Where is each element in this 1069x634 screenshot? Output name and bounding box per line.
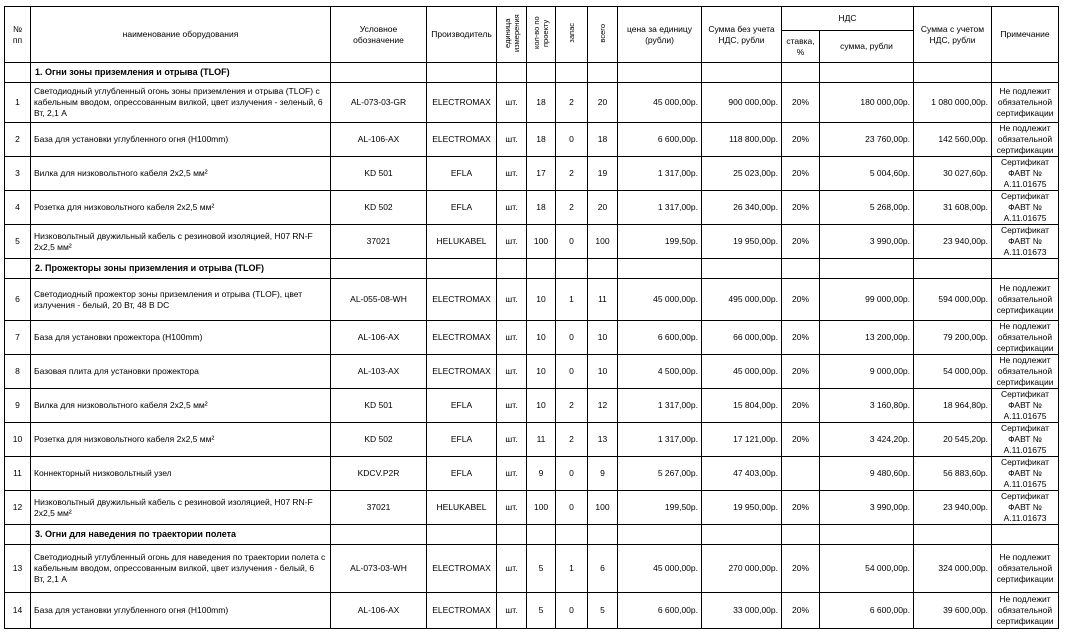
cell-note: Сертификат ФАВТ № А.11.01673 bbox=[992, 491, 1059, 525]
header-total: всего bbox=[588, 7, 618, 63]
cell-num: 9 bbox=[5, 389, 31, 423]
cell-manufacturer: ELECTROMAX bbox=[427, 123, 497, 157]
cell-num: 1 bbox=[5, 83, 31, 123]
cell-reserve: 2 bbox=[556, 157, 588, 191]
section-title: 3. Огни для наведения по траектории полета bbox=[31, 525, 331, 545]
cell-total: 13 bbox=[588, 423, 618, 457]
cell-unit-price: 1 317,00р. bbox=[618, 389, 702, 423]
cell-manufacturer: EFLA bbox=[427, 157, 497, 191]
section-empty-cell bbox=[331, 525, 427, 545]
cell-reserve: 0 bbox=[556, 225, 588, 259]
cell-num: 11 bbox=[5, 457, 31, 491]
cell-note: Не подлежит обязательной сертификации bbox=[992, 593, 1059, 629]
cell-note: Сертификат ФАВТ № А.11.01675 bbox=[992, 157, 1059, 191]
cell-num: 12 bbox=[5, 491, 31, 525]
section-empty-cell bbox=[588, 63, 618, 83]
cell-qty: 9 bbox=[527, 457, 556, 491]
header-row bbox=[5, 7, 1059, 31]
header-vat-sum: сумма, рубли bbox=[820, 31, 914, 63]
cell-note: Сертификат ФАВТ № А.11.01673 bbox=[992, 225, 1059, 259]
cell-name: Базовая плита для установки прожектора bbox=[31, 355, 331, 389]
cell-manufacturer: EFLA bbox=[427, 191, 497, 225]
cell-name: Низковольтный двужильный кабель с резиновой изоляцией, H07 RN-F 2х2,5 мм² bbox=[31, 225, 331, 259]
table-row bbox=[5, 225, 1059, 259]
cell-unit-price: 1 317,00р. bbox=[618, 157, 702, 191]
cell-reserve: 0 bbox=[556, 123, 588, 157]
table-row bbox=[5, 355, 1059, 389]
cell-total: 18 bbox=[588, 123, 618, 157]
cell-note: Не подлежит обязательной сертификации bbox=[992, 83, 1059, 123]
section-empty-cell bbox=[992, 63, 1059, 83]
section-empty-cell bbox=[618, 525, 702, 545]
table-body bbox=[5, 63, 1059, 629]
cell-vat-sum: 9 480,60р. bbox=[820, 457, 914, 491]
cell-manufacturer: ELECTROMAX bbox=[427, 321, 497, 355]
table-row bbox=[5, 545, 1059, 593]
cell-reserve: 2 bbox=[556, 389, 588, 423]
cell-name: Вилка для низковольтного кабеля 2х2,5 мм² bbox=[31, 157, 331, 191]
section-empty-cell bbox=[702, 63, 782, 83]
table-row bbox=[5, 83, 1059, 123]
cell-unit: шт. bbox=[497, 83, 527, 123]
cell-sum-with-vat: 39 600,00р. bbox=[914, 593, 992, 629]
cell-total: 100 bbox=[588, 225, 618, 259]
cell-num: 2 bbox=[5, 123, 31, 157]
cell-sum: 47 403,00р. bbox=[702, 457, 782, 491]
cell-qty: 11 bbox=[527, 423, 556, 457]
section-empty-cell bbox=[588, 525, 618, 545]
cell-reserve: 2 bbox=[556, 191, 588, 225]
cell-vat-sum: 5 004,60р. bbox=[820, 157, 914, 191]
cell-vat-sum: 3 160,80р. bbox=[820, 389, 914, 423]
cell-note: Не подлежит обязательной сертификации bbox=[992, 279, 1059, 321]
section-empty-cell bbox=[618, 259, 702, 279]
cell-reserve: 0 bbox=[556, 457, 588, 491]
cell-vat-rate: 20% bbox=[782, 593, 820, 629]
cell-total: 10 bbox=[588, 355, 618, 389]
cell-sum: 900 000,00р. bbox=[702, 83, 782, 123]
section-row bbox=[5, 63, 1059, 83]
section-empty-cell bbox=[914, 259, 992, 279]
cell-unit-price: 6 600,00р. bbox=[618, 593, 702, 629]
cell-designation: 37021 bbox=[331, 225, 427, 259]
section-empty-cell bbox=[331, 259, 427, 279]
cell-qty: 10 bbox=[527, 355, 556, 389]
cell-num: 4 bbox=[5, 191, 31, 225]
cell-total: 20 bbox=[588, 191, 618, 225]
cell-sum-with-vat: 18 964,80р. bbox=[914, 389, 992, 423]
cell-designation: AL-103-AX bbox=[331, 355, 427, 389]
cell-manufacturer: EFLA bbox=[427, 389, 497, 423]
section-empty-cell bbox=[618, 63, 702, 83]
cell-vat-sum: 3 990,00р. bbox=[820, 491, 914, 525]
cell-qty: 18 bbox=[527, 191, 556, 225]
cell-reserve: 0 bbox=[556, 355, 588, 389]
cell-manufacturer: EFLA bbox=[427, 423, 497, 457]
cell-num: 3 bbox=[5, 157, 31, 191]
cell-unit-price: 1 317,00р. bbox=[618, 423, 702, 457]
header-reserve: запас bbox=[556, 7, 588, 63]
cell-manufacturer: EFLA bbox=[427, 457, 497, 491]
equipment-spec-table bbox=[4, 6, 1059, 629]
cell-designation: KD 502 bbox=[331, 191, 427, 225]
cell-name: Коннекторный низковольтный узел bbox=[31, 457, 331, 491]
cell-unit: шт. bbox=[497, 491, 527, 525]
cell-unit: шт. bbox=[497, 123, 527, 157]
cell-unit-price: 45 000,00р. bbox=[618, 83, 702, 123]
section-empty-cell bbox=[992, 525, 1059, 545]
cell-manufacturer: ELECTROMAX bbox=[427, 355, 497, 389]
table-row bbox=[5, 423, 1059, 457]
section-num-cell bbox=[5, 525, 31, 545]
cell-sum-with-vat: 30 027,60р. bbox=[914, 157, 992, 191]
table-row bbox=[5, 157, 1059, 191]
section-empty-cell bbox=[527, 259, 556, 279]
section-empty-cell bbox=[497, 63, 527, 83]
cell-total: 11 bbox=[588, 279, 618, 321]
cell-sum-with-vat: 56 883,60р. bbox=[914, 457, 992, 491]
section-empty-cell bbox=[556, 525, 588, 545]
section-empty-cell bbox=[914, 63, 992, 83]
cell-designation: AL-055-08-WH bbox=[331, 279, 427, 321]
cell-unit: шт. bbox=[497, 279, 527, 321]
cell-reserve: 1 bbox=[556, 279, 588, 321]
section-num-cell bbox=[5, 63, 31, 83]
cell-qty: 18 bbox=[527, 123, 556, 157]
cell-num: 13 bbox=[5, 545, 31, 593]
cell-vat-rate: 20% bbox=[782, 355, 820, 389]
cell-name: Розетка для низковольтного кабеля 2х2,5 мм² bbox=[31, 423, 331, 457]
cell-name: База для установки прожектора (H100mm) bbox=[31, 321, 331, 355]
cell-sum: 66 000,00р. bbox=[702, 321, 782, 355]
table-row bbox=[5, 491, 1059, 525]
section-empty-cell bbox=[914, 525, 992, 545]
cell-sum-with-vat: 142 560,00р. bbox=[914, 123, 992, 157]
cell-sum: 45 000,00р. bbox=[702, 355, 782, 389]
cell-vat-rate: 20% bbox=[782, 423, 820, 457]
cell-sum: 17 121,00р. bbox=[702, 423, 782, 457]
cell-num: 10 bbox=[5, 423, 31, 457]
cell-designation: KD 501 bbox=[331, 157, 427, 191]
cell-total: 9 bbox=[588, 457, 618, 491]
cell-manufacturer: ELECTROMAX bbox=[427, 279, 497, 321]
cell-qty: 100 bbox=[527, 225, 556, 259]
header-vat-rate: ставка, % bbox=[782, 31, 820, 63]
cell-vat-sum: 3 424,20р. bbox=[820, 423, 914, 457]
cell-designation: AL-106-AX bbox=[331, 321, 427, 355]
header-qty-project: кол-во по проекту bbox=[527, 7, 556, 63]
cell-manufacturer: ELECTROMAX bbox=[427, 83, 497, 123]
cell-reserve: 2 bbox=[556, 423, 588, 457]
section-row bbox=[5, 525, 1059, 545]
cell-vat-rate: 20% bbox=[782, 389, 820, 423]
cell-unit-price: 199,50р. bbox=[618, 225, 702, 259]
cell-unit: шт. bbox=[497, 457, 527, 491]
cell-sum-with-vat: 23 940,00р. bbox=[914, 491, 992, 525]
cell-vat-rate: 20% bbox=[782, 83, 820, 123]
cell-reserve: 0 bbox=[556, 593, 588, 629]
section-empty-cell bbox=[992, 259, 1059, 279]
section-empty-cell bbox=[702, 525, 782, 545]
section-empty-cell bbox=[427, 525, 497, 545]
cell-total: 12 bbox=[588, 389, 618, 423]
header-designation: Условное обозначение bbox=[331, 7, 427, 63]
section-empty-cell bbox=[782, 259, 820, 279]
section-empty-cell bbox=[527, 63, 556, 83]
cell-designation: KD 502 bbox=[331, 423, 427, 457]
cell-designation: AL-106-AX bbox=[331, 123, 427, 157]
section-empty-cell bbox=[588, 259, 618, 279]
cell-name: Низковольтный двужильный кабель с резиновой изоляцией, H07 RN-F 2х2,5 мм² bbox=[31, 491, 331, 525]
cell-unit-price: 45 000,00р. bbox=[618, 279, 702, 321]
table-row bbox=[5, 593, 1059, 629]
section-title: 2. Прожекторы зоны приземления и отрыва (TLOF) bbox=[31, 259, 331, 279]
section-empty-cell bbox=[497, 259, 527, 279]
cell-note: Не подлежит обязательной сертификации bbox=[992, 321, 1059, 355]
cell-sum: 495 000,00р. bbox=[702, 279, 782, 321]
table-row bbox=[5, 191, 1059, 225]
cell-sum-with-vat: 1 080 000,00р. bbox=[914, 83, 992, 123]
cell-vat-rate: 20% bbox=[782, 321, 820, 355]
cell-unit-price: 5 267,00р. bbox=[618, 457, 702, 491]
cell-reserve: 2 bbox=[556, 83, 588, 123]
cell-sum-with-vat: 23 940,00р. bbox=[914, 225, 992, 259]
section-empty-cell bbox=[782, 525, 820, 545]
section-num-cell bbox=[5, 259, 31, 279]
section-empty-cell bbox=[331, 63, 427, 83]
cell-vat-sum: 6 600,00р. bbox=[820, 593, 914, 629]
header-sum-no-vat: Сумма без учета НДС, рубли bbox=[702, 7, 782, 63]
cell-total: 20 bbox=[588, 83, 618, 123]
cell-num: 8 bbox=[5, 355, 31, 389]
table-row bbox=[5, 457, 1059, 491]
cell-designation: KDCV.P2R bbox=[331, 457, 427, 491]
cell-vat-rate: 20% bbox=[782, 545, 820, 593]
table-row bbox=[5, 279, 1059, 321]
header-vat: НДС bbox=[782, 7, 914, 31]
cell-unit: шт. bbox=[497, 157, 527, 191]
cell-vat-sum: 13 200,00р. bbox=[820, 321, 914, 355]
section-empty-cell bbox=[497, 525, 527, 545]
cell-total: 19 bbox=[588, 157, 618, 191]
cell-name: Светодиодный углубленный огонь зоны приземления и отрыва (TLOF) с кабельным вводом, опрессованным вилкой, цвет излучения - зеленый, 6 Вт, 2,1 А bbox=[31, 83, 331, 123]
cell-name: Светодиодный углубленный огонь для наведения по траектории полета с кабельным вводом, опрессованным вилкой, цвет излучения - белый, 6 Вт, 2,1 А bbox=[31, 545, 331, 593]
cell-note: Сертификат ФАВТ № А.11.01675 bbox=[992, 423, 1059, 457]
cell-unit-price: 45 000,00р. bbox=[618, 545, 702, 593]
cell-name: Розетка для низковольтного кабеля 2х2,5 мм² bbox=[31, 191, 331, 225]
cell-designation: 37021 bbox=[331, 491, 427, 525]
cell-qty: 5 bbox=[527, 545, 556, 593]
cell-sum-with-vat: 54 000,00р. bbox=[914, 355, 992, 389]
cell-sum-with-vat: 324 000,00р. bbox=[914, 545, 992, 593]
header-manufacturer: Производитель bbox=[427, 7, 497, 63]
table-row bbox=[5, 123, 1059, 157]
cell-note: Не подлежит обязательной сертификации bbox=[992, 355, 1059, 389]
section-row bbox=[5, 259, 1059, 279]
cell-unit: шт. bbox=[497, 423, 527, 457]
cell-name: База для установки углубленного огня (H100mm) bbox=[31, 593, 331, 629]
cell-total: 100 bbox=[588, 491, 618, 525]
cell-total: 10 bbox=[588, 321, 618, 355]
cell-note: Сертификат ФАВТ № А.11.01675 bbox=[992, 389, 1059, 423]
cell-qty: 17 bbox=[527, 157, 556, 191]
cell-unit: шт. bbox=[497, 593, 527, 629]
cell-num: 6 bbox=[5, 279, 31, 321]
cell-manufacturer: HELUKABEL bbox=[427, 491, 497, 525]
cell-unit: шт. bbox=[497, 355, 527, 389]
cell-designation: AL-106-AX bbox=[331, 593, 427, 629]
section-empty-cell bbox=[782, 63, 820, 83]
cell-sum-with-vat: 594 000,00р. bbox=[914, 279, 992, 321]
header-note: Примечание bbox=[992, 7, 1059, 63]
section-empty-cell bbox=[702, 259, 782, 279]
cell-vat-sum: 23 760,00р. bbox=[820, 123, 914, 157]
cell-vat-sum: 99 000,00р. bbox=[820, 279, 914, 321]
section-empty-cell bbox=[527, 525, 556, 545]
cell-note: Не подлежит обязательной сертификации bbox=[992, 123, 1059, 157]
cell-unit: шт. bbox=[497, 389, 527, 423]
cell-designation: KD 501 bbox=[331, 389, 427, 423]
cell-unit-price: 4 500,00р. bbox=[618, 355, 702, 389]
section-empty-cell bbox=[556, 63, 588, 83]
cell-sum-with-vat: 31 608,00р. bbox=[914, 191, 992, 225]
cell-manufacturer: ELECTROMAX bbox=[427, 545, 497, 593]
cell-vat-rate: 20% bbox=[782, 491, 820, 525]
cell-note: Не подлежит обязательной сертификации bbox=[992, 545, 1059, 593]
cell-manufacturer: HELUKABEL bbox=[427, 225, 497, 259]
cell-qty: 100 bbox=[527, 491, 556, 525]
cell-qty: 10 bbox=[527, 321, 556, 355]
cell-num: 5 bbox=[5, 225, 31, 259]
cell-vat-rate: 20% bbox=[782, 225, 820, 259]
cell-manufacturer: ELECTROMAX bbox=[427, 593, 497, 629]
cell-name: Вилка для низковольтного кабеля 2х2,5 мм² bbox=[31, 389, 331, 423]
header-name: наименование оборудования bbox=[31, 7, 331, 63]
cell-vat-rate bbox=[782, 457, 820, 491]
cell-unit: шт. bbox=[497, 191, 527, 225]
cell-vat-sum: 180 000,00р. bbox=[820, 83, 914, 123]
section-empty-cell bbox=[556, 259, 588, 279]
cell-sum: 33 000,00р. bbox=[702, 593, 782, 629]
cell-sum: 19 950,00р. bbox=[702, 491, 782, 525]
cell-vat-rate: 20% bbox=[782, 157, 820, 191]
cell-sum-with-vat: 20 545,20р. bbox=[914, 423, 992, 457]
cell-qty: 10 bbox=[527, 389, 556, 423]
cell-vat-sum: 54 000,00р. bbox=[820, 545, 914, 593]
cell-total: 5 bbox=[588, 593, 618, 629]
cell-reserve: 0 bbox=[556, 321, 588, 355]
table-row bbox=[5, 321, 1059, 355]
cell-sum: 270 000,00р. bbox=[702, 545, 782, 593]
section-empty-cell bbox=[820, 259, 914, 279]
cell-unit: шт. bbox=[497, 321, 527, 355]
cell-vat-rate: 20% bbox=[782, 123, 820, 157]
cell-sum-with-vat: 79 200,00р. bbox=[914, 321, 992, 355]
cell-name: Светодиодный прожектор зоны приземления и отрыва (TLOF), цвет излучения - белый, 20 Вт, 48 В DC bbox=[31, 279, 331, 321]
cell-note: Сертификат ФАВТ № А.11.01675 bbox=[992, 191, 1059, 225]
cell-unit: шт. bbox=[497, 225, 527, 259]
header-num: № пп bbox=[5, 7, 31, 63]
cell-qty: 18 bbox=[527, 83, 556, 123]
cell-sum: 15 804,00р. bbox=[702, 389, 782, 423]
cell-sum: 19 950,00р. bbox=[702, 225, 782, 259]
cell-name: База для установки углубленного огня (H100mm) bbox=[31, 123, 331, 157]
cell-num: 7 bbox=[5, 321, 31, 355]
cell-reserve: 1 bbox=[556, 545, 588, 593]
cell-designation: AL-073-03-WH bbox=[331, 545, 427, 593]
section-empty-cell bbox=[820, 63, 914, 83]
cell-unit: шт. bbox=[497, 545, 527, 593]
section-title: 1. Огни зоны приземления и отрыва (TLOF) bbox=[31, 63, 331, 83]
header-unit-price: цена за единицу (рубли) bbox=[618, 7, 702, 63]
cell-unit-price: 6 600,00р. bbox=[618, 123, 702, 157]
cell-qty: 5 bbox=[527, 593, 556, 629]
section-empty-cell bbox=[427, 63, 497, 83]
cell-reserve: 0 bbox=[556, 491, 588, 525]
cell-vat-sum: 9 000,00р. bbox=[820, 355, 914, 389]
header-sum-with-vat: Сумма с учетом НДС, рубли bbox=[914, 7, 992, 63]
cell-sum: 25 023,00р. bbox=[702, 157, 782, 191]
table-row bbox=[5, 389, 1059, 423]
cell-vat-sum: 3 990,00р. bbox=[820, 225, 914, 259]
cell-qty: 10 bbox=[527, 279, 556, 321]
cell-vat-sum: 5 268,00р. bbox=[820, 191, 914, 225]
section-empty-cell bbox=[427, 259, 497, 279]
cell-unit-price: 1 317,00р. bbox=[618, 191, 702, 225]
cell-designation: AL-073-03-GR bbox=[331, 83, 427, 123]
cell-total: 6 bbox=[588, 545, 618, 593]
cell-vat-rate: 20% bbox=[782, 279, 820, 321]
header-unit: единица измерения bbox=[497, 7, 527, 63]
cell-vat-rate: 20% bbox=[782, 191, 820, 225]
cell-num: 14 bbox=[5, 593, 31, 629]
cell-unit-price: 6 600,00р. bbox=[618, 321, 702, 355]
cell-note: Сертификат ФАВТ № А.11.01675 bbox=[992, 457, 1059, 491]
section-empty-cell bbox=[820, 525, 914, 545]
cell-sum: 26 340,00р. bbox=[702, 191, 782, 225]
cell-sum: 118 800,00р. bbox=[702, 123, 782, 157]
cell-unit-price: 199,50р. bbox=[618, 491, 702, 525]
